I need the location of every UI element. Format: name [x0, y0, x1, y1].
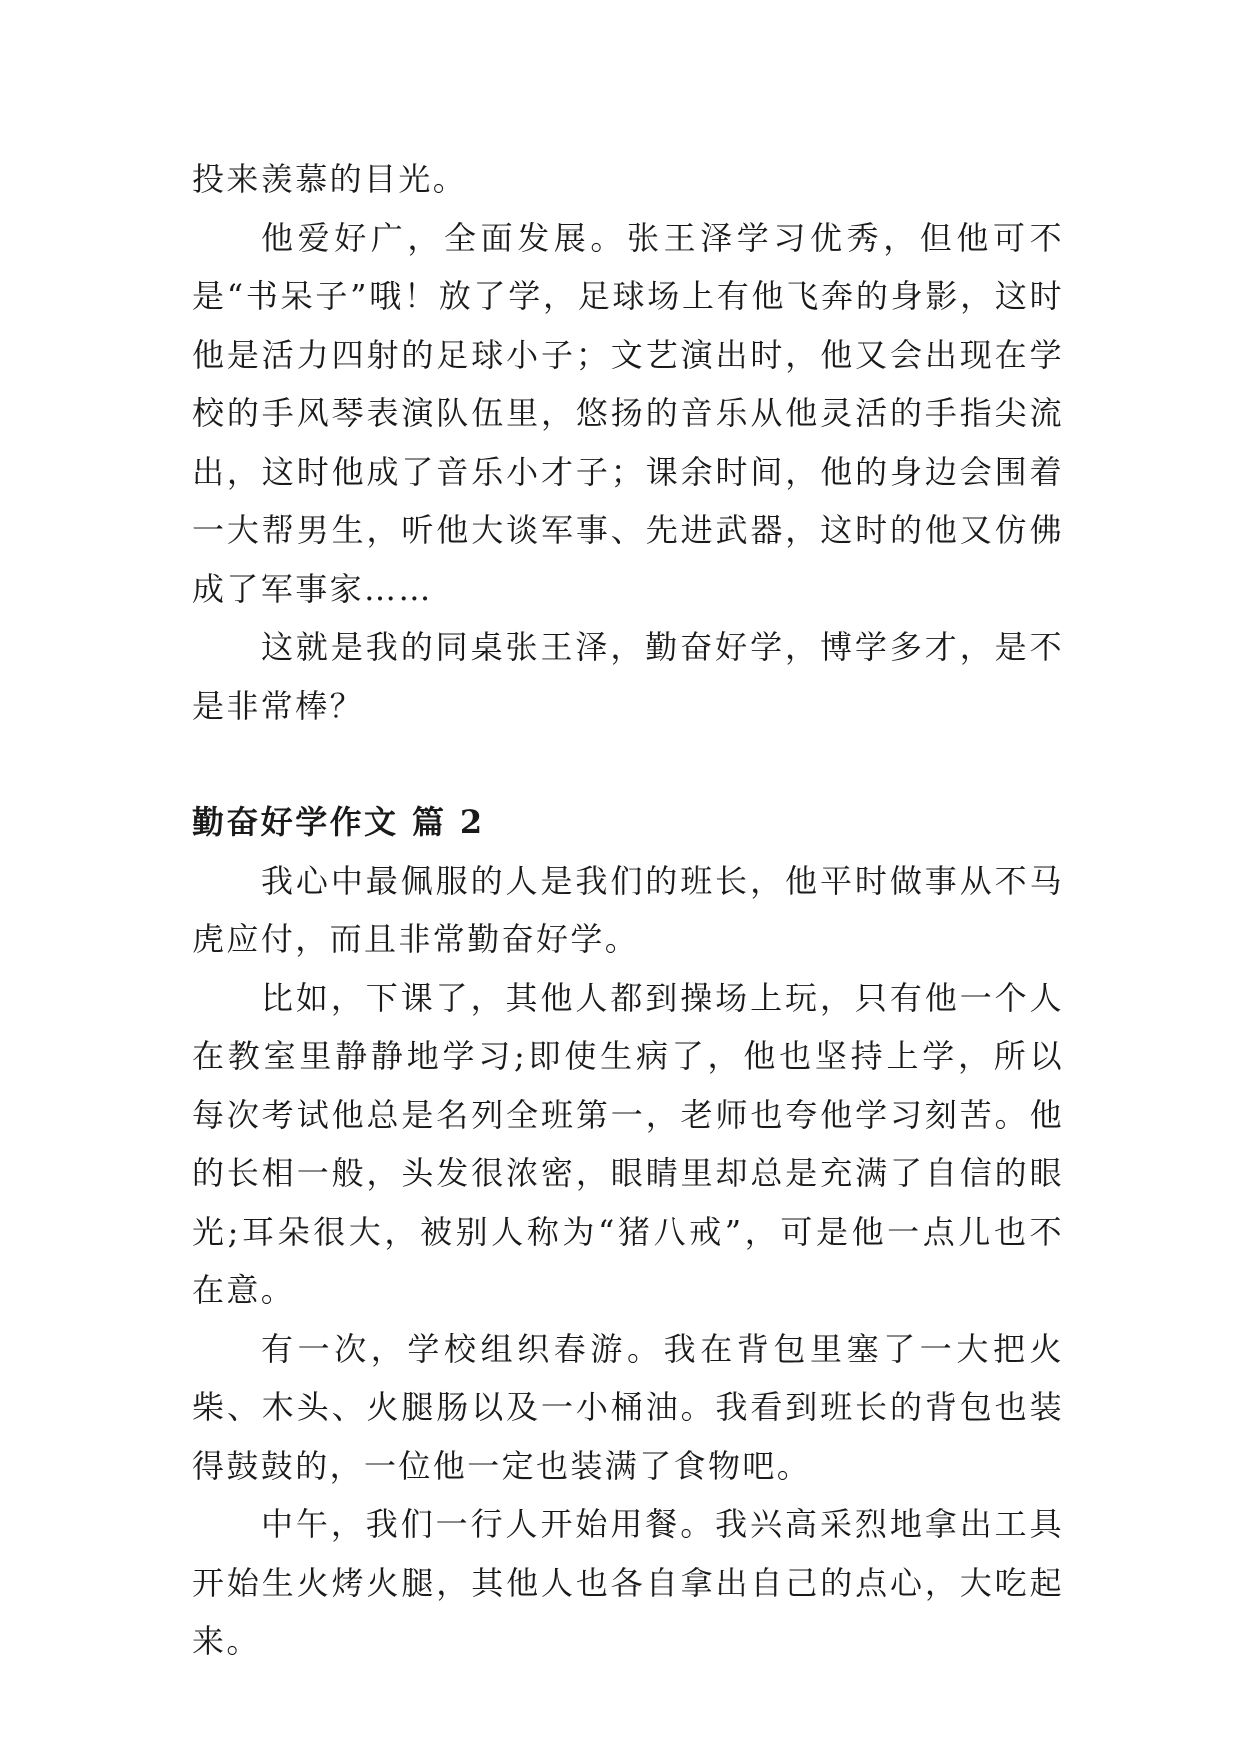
- paragraph-continuation: 投来羡慕的目光。: [192, 160, 468, 198]
- paragraph-example: 比如，下课了，其他人都到操场上玩，只有他一个人在教室里静静地学习;即使生病了，他也坚持上学，所以每次考试他总是名列全班第一，老师也夸他学习刻苦。他的长相一般，头发很浓密，眼睛里却总是充满了自信的眼光;耳朵很大，被别人称为“猪八戒”，可是他一点儿也不在意。: [192, 978, 1064, 1309]
- section-title: 勤奋好学作文 篇 2: [192, 803, 485, 841]
- document-page: [192, 150, 1064, 1671]
- paragraph-hobbies: 他爱好广，全面发展。张王泽学习优秀，但他可不是“书呆子”哦！放了学，足球场上有他飞奔的身影，这时他是活力四射的足球小子；文艺演出时，他又会出现在学校的手风琴表演队伍里，悠扬的音乐从他灵活的手指尖流出，这时他成了音乐小才子；课余时间，他的身边会围着一大帮男生，听他大谈军事、先进武器，这时的他又仿佛成了军事家……: [192, 218, 1064, 608]
- paragraph-lunch: 中午，我们一行人开始用餐。我兴高采烈地拿出工具开始生火烤火腿，其他人也各自拿出自己的点心，大吃起来。: [192, 1505, 1064, 1660]
- paragraph-conclusion: 这就是我的同桌张王泽，勤奋好学，博学多才，是不是非常棒？: [192, 628, 1064, 725]
- paragraph-intro: 我心中最佩服的人是我们的班长，他平时做事从不马虎应付，而且非常勤奋好学。: [192, 861, 1064, 958]
- section-gap: [192, 735, 1064, 793]
- paragraph-spring-outing: 有一次，学校组织春游。我在背包里塞了一大把火柴、木头、火腿肠以及一小桶油。我看到班长的背包也装得鼓鼓的，一位他一定也装满了食物吧。: [192, 1329, 1064, 1485]
